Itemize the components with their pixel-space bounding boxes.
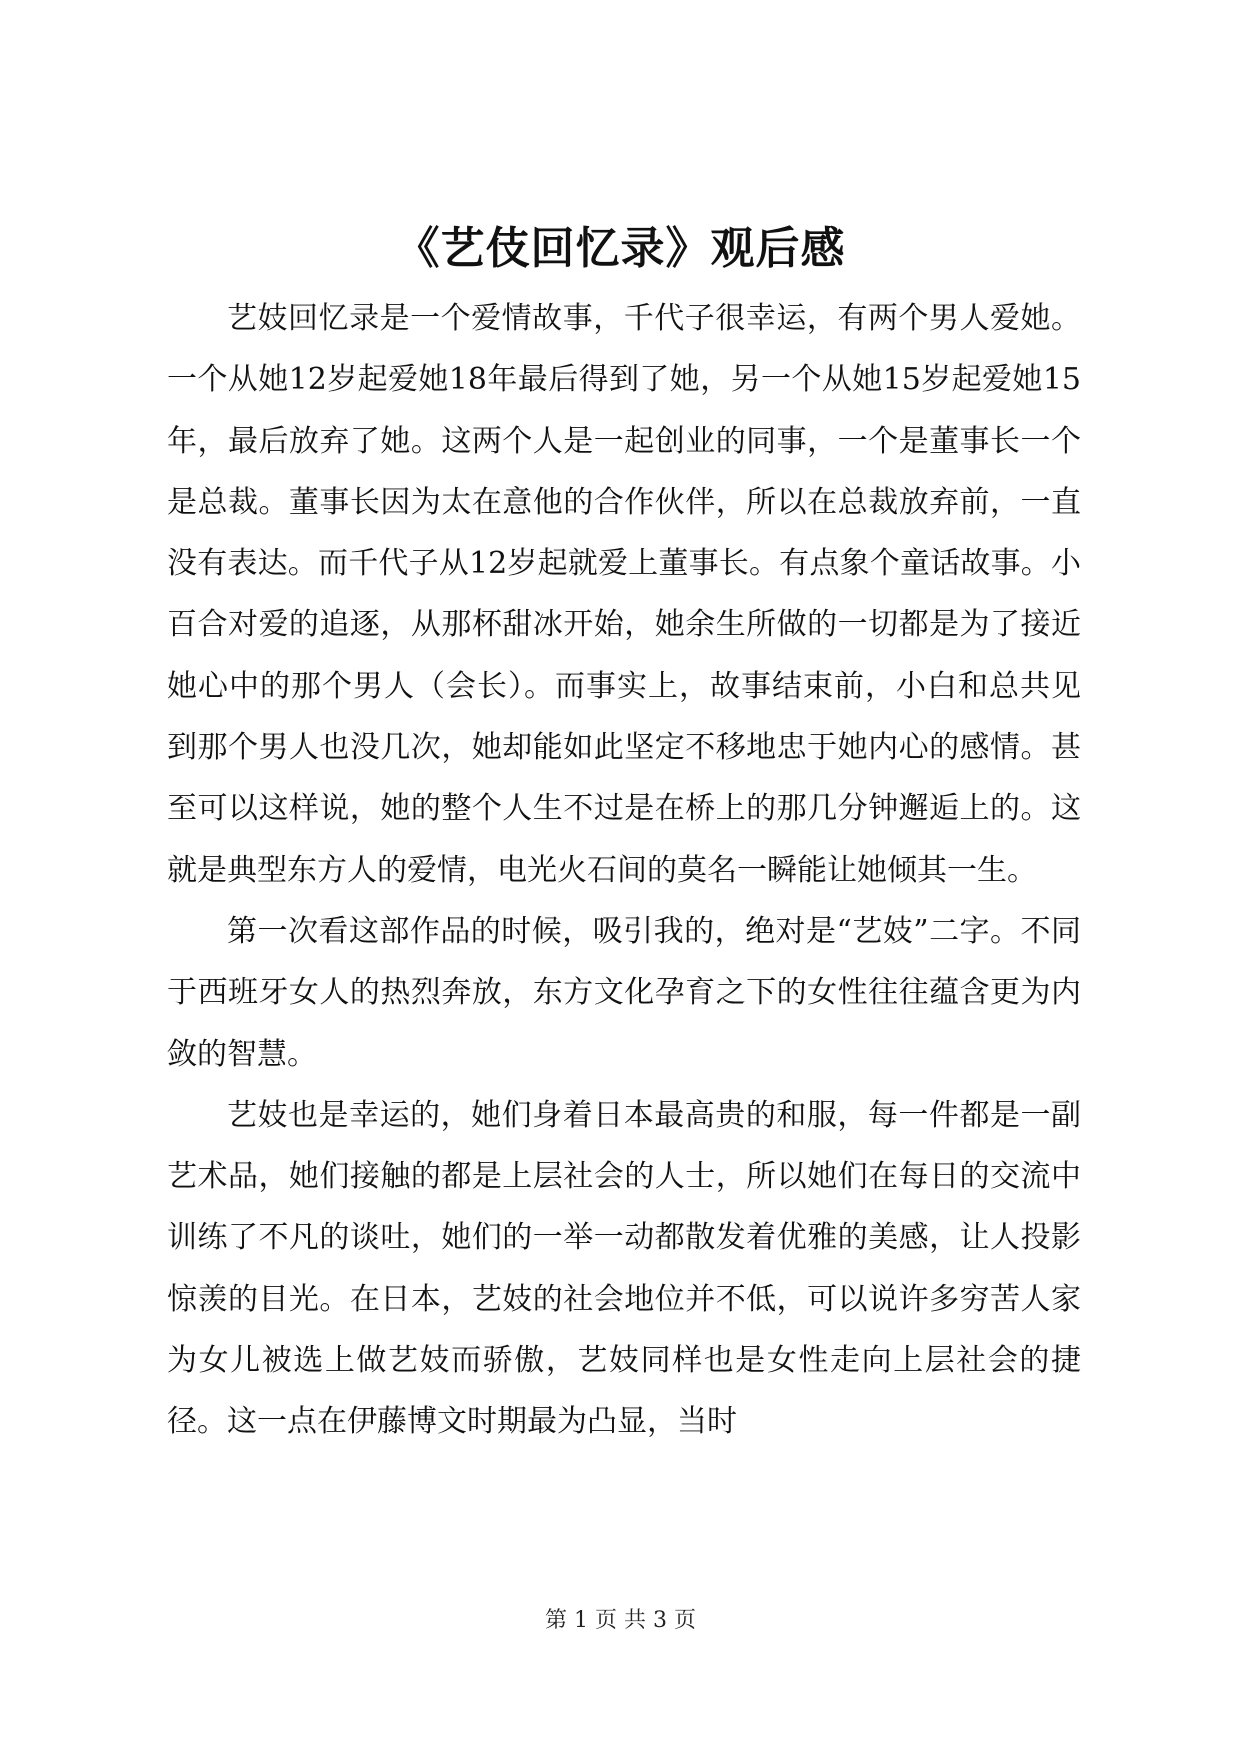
page-footer: 第 1 页 共 3 页 — [545, 1608, 696, 1633]
paragraph-3: 艺妓也是幸运的，她们身着日本最高贵的和服，每一件都是一副艺术品，她们接触的都是上层社会的人士，所以她们在每日的交流中训练了不凡的谈吐，她们的一举一动都散发着优雅的美感，让人投影惊羡的目光。在日本，艺妓的社会地位并不低，可以说许多穷苦人家为女儿被选上做艺妓而骄傲，艺妓同样也是女性走向上层社会的捷径。这一点在伊藤博文时期最为凸显，当时 — [167, 1097, 1081, 1440]
document-body — [167, 288, 1081, 1453]
paragraph-2: 第一次看这部作品的时候，吸引我的，绝对是“艺妓”二字。不同于西班牙女人的热烈奔放，东方文化孕育之下的女性往往蕴含更为内敛的智慧。 — [167, 913, 1081, 1072]
document-title: 《艺伎回忆录》观后感 — [395, 223, 846, 274]
paragraph-1: 艺妓回忆录是一个爱情故事，千代子很幸运，有两个男人爱她。一个从她12岁起爱她18年最后得到了她，另一个从她15岁起爱她15年，最后放弃了她。这两个人是一起创业的同事，一个是董事长一个是总裁。董事长因为太在意他的合作伙伴，所以在总裁放弃前，一直没有表达。而千代子从12岁起就爱上董事长。有点象个童话故事。小百合对爱的追逐，从那杯甜冰开始，她余生所做的一切都是为了接近她心中的那个男人（会长）。而事实上，故事结束前，小白和总共见到那个男人也没几次，她却能如此坚定不移地忠于她内心的感情。甚至可以这样说，她的整个人生不过是在桥上的那几分钟邂逅上的。这就是典型东方人的爱情，电光火石间的莫名一瞬能让她倾其一生。 — [167, 301, 1081, 888]
